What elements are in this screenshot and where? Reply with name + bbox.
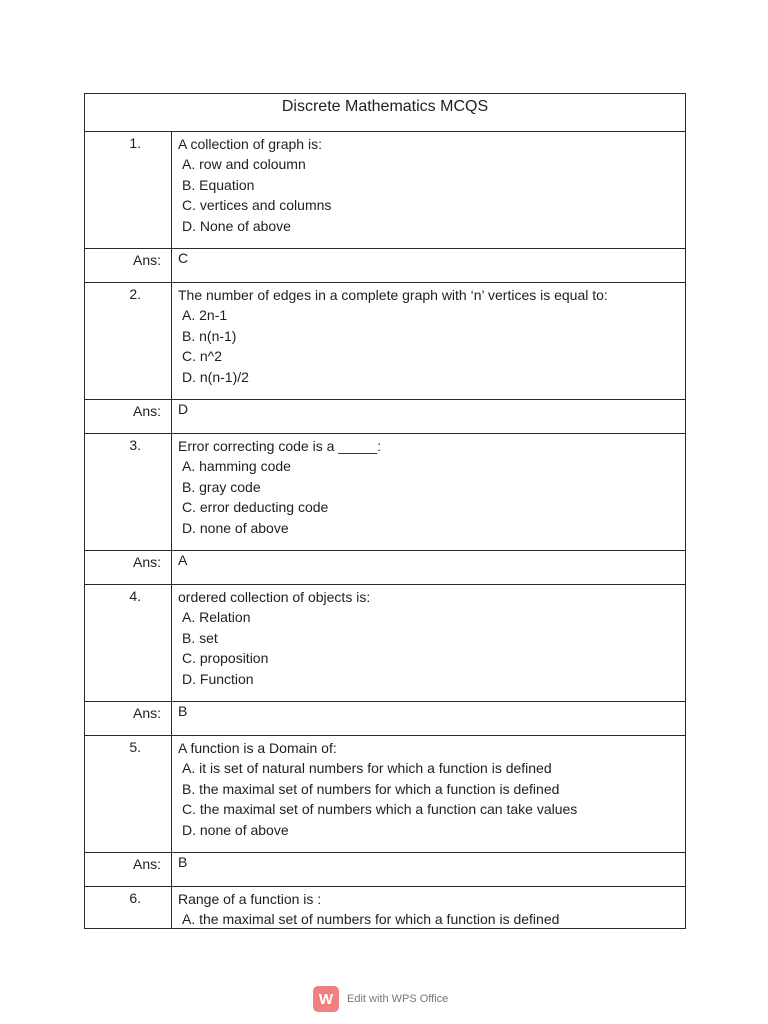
option-b: B. gray code <box>182 478 261 495</box>
mcq-table <box>84 93 686 929</box>
option-d: D. none of above <box>182 821 289 838</box>
option-a: A. the maximal set of numbers for which a function is defined <box>182 911 560 927</box>
answer-label: Ans: <box>85 702 172 735</box>
question-row-2 <box>85 283 685 400</box>
wps-edit-link[interactable] <box>313 986 448 1012</box>
question-number: 3. <box>85 434 172 550</box>
answer-label: Ans: <box>85 249 172 282</box>
question-row-1 <box>85 132 685 249</box>
answer-label: Ans: <box>85 551 172 584</box>
question-body <box>172 283 685 399</box>
answer-row-5 <box>85 853 685 887</box>
question-text: ordered collection of objects is: <box>178 589 371 605</box>
option-c: C. n^2 <box>182 348 223 364</box>
option-c: C. vertices and columns <box>182 197 332 213</box>
question-number: 5. <box>85 736 172 852</box>
question-row-6 <box>85 887 685 929</box>
answer-row-4 <box>85 702 685 736</box>
option-a: A. row and coloumn <box>182 156 306 172</box>
option-a: A. 2n-1 <box>182 307 228 323</box>
answer-row-2 <box>85 400 685 434</box>
answer-row-3 <box>85 551 685 585</box>
question-row-5 <box>85 736 685 853</box>
answer-label: Ans: <box>85 853 172 886</box>
question-text: A function is a Domain of: <box>178 740 337 756</box>
document-title: Discrete Mathematics MCQS <box>85 94 685 132</box>
question-text: The number of edges in a complete graph with ‘n’ vertices is equal to: <box>178 287 608 303</box>
question-number: 4. <box>85 585 172 701</box>
question-number: 1. <box>85 132 172 248</box>
option-d: D. Function <box>182 670 254 687</box>
option-b: B. Equation <box>182 176 255 193</box>
wps-edit-label: Edit with WPS Office <box>347 993 449 1005</box>
answer-value: D <box>178 401 189 417</box>
option-a: A. Relation <box>182 609 251 625</box>
answer-label: Ans: <box>85 400 172 433</box>
option-b: B. set <box>182 629 218 646</box>
question-number: 2. <box>85 283 172 399</box>
question-body <box>172 887 685 928</box>
option-d: D. n(n-1)/2 <box>182 368 249 385</box>
option-d: D. None of above <box>182 217 291 234</box>
answer-value: C <box>178 250 189 266</box>
question-body <box>172 585 685 701</box>
option-d: D. none of above <box>182 519 289 536</box>
question-text: Range of a function is : <box>178 891 322 907</box>
question-body <box>172 736 685 852</box>
question-row-4 <box>85 585 685 702</box>
answer-value: B <box>178 703 188 719</box>
question-body <box>172 132 685 248</box>
question-text: Error correcting code is a _____: <box>178 438 382 454</box>
option-a: A. hamming code <box>182 458 291 474</box>
question-row-3 <box>85 434 685 551</box>
option-c: C. proposition <box>182 650 269 666</box>
question-body <box>172 434 685 550</box>
answer-row-1 <box>85 249 685 283</box>
option-a: A. it is set of natural numbers for which a function is defined <box>182 760 552 776</box>
answer-value: B <box>178 854 188 870</box>
question-number: 6. <box>85 887 172 928</box>
option-b: B. n(n-1) <box>182 327 237 344</box>
option-c: C. the maximal set of numbers which a function can take values <box>182 801 578 817</box>
answer-value: A <box>178 552 188 568</box>
option-c: C. error deducting code <box>182 499 329 515</box>
wps-logo-icon: W <box>313 986 339 1012</box>
question-text: A collection of graph is: <box>178 136 322 152</box>
option-b: B. the maximal set of numbers for which a function is defined <box>182 780 560 797</box>
